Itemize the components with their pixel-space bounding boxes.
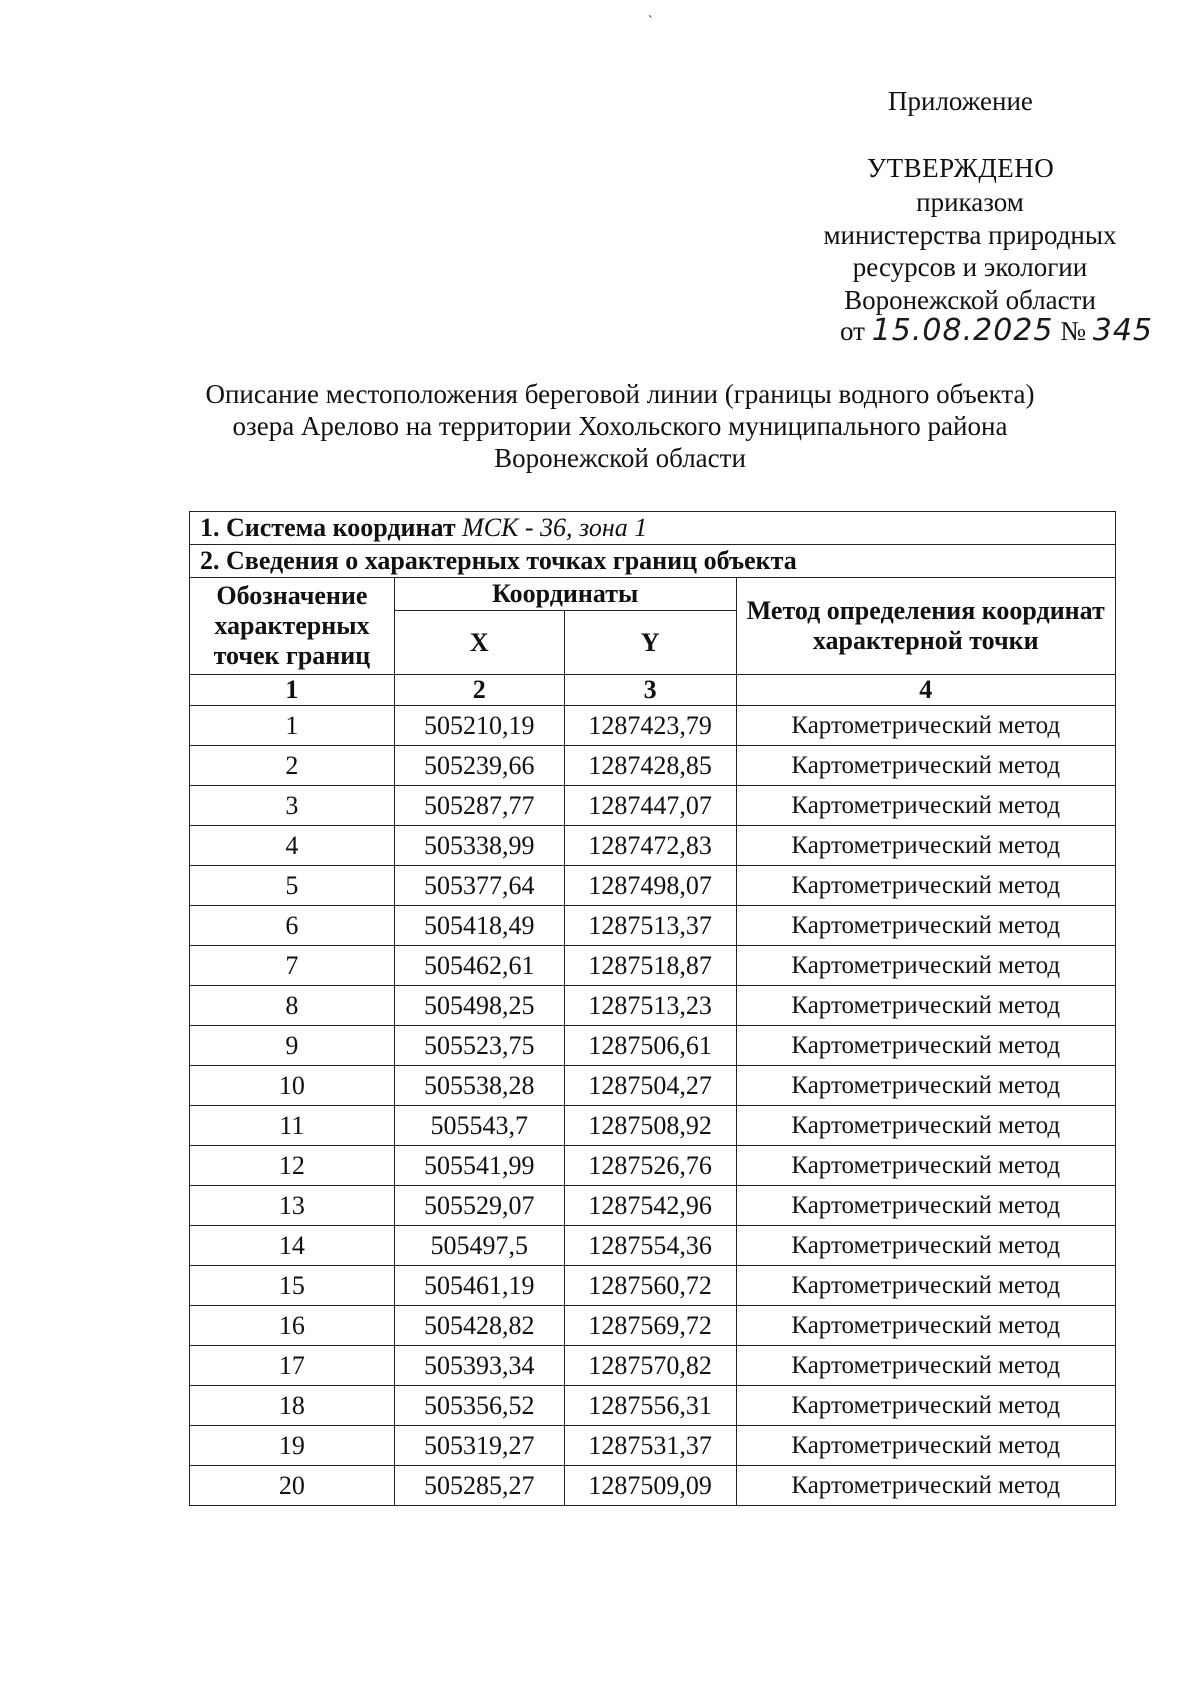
- coord-x-cell: 505523,75: [394, 1026, 564, 1066]
- method-cell: Картометрический метод: [736, 826, 1116, 866]
- date-prefix: от: [840, 316, 865, 346]
- table-row: [190, 1426, 1116, 1466]
- table-row: [190, 866, 1116, 906]
- point-number-cell: 8: [190, 986, 395, 1026]
- coord-x-cell: 505418,49: [394, 906, 564, 946]
- method-cell: Картометрический метод: [736, 1306, 1116, 1346]
- method-cell: Картометрический метод: [736, 906, 1116, 946]
- method-cell: Картометрический метод: [736, 1226, 1116, 1266]
- coord-system-label: 1. Система координат: [200, 513, 456, 542]
- table-row: [190, 1066, 1116, 1106]
- order-date-number: [840, 313, 1153, 348]
- col-index: 1: [190, 675, 395, 706]
- coord-x-cell: 505393,34: [394, 1346, 564, 1386]
- point-number-cell: 7: [190, 946, 395, 986]
- col-x-header: X: [394, 611, 564, 675]
- header-row: [190, 578, 1116, 611]
- col-method-header: Метод определения координат характерной точки: [736, 578, 1116, 675]
- coord-y-cell: 1287506,61: [564, 1026, 736, 1066]
- coord-x-cell: 505497,5: [394, 1226, 564, 1266]
- coord-y-cell: 1287570,82: [564, 1346, 736, 1386]
- point-number-cell: 9: [190, 1026, 395, 1066]
- table-row: [190, 1306, 1116, 1346]
- order-line: министерства природных: [823, 219, 1117, 250]
- coord-x-cell: 505356,52: [394, 1386, 564, 1426]
- coord-x-cell: 505287,77: [394, 786, 564, 826]
- method-cell: Картометрический метод: [736, 1186, 1116, 1226]
- coord-y-cell: 1287428,85: [564, 746, 736, 786]
- point-number-cell: 16: [190, 1306, 395, 1346]
- column-index-row: [190, 675, 1116, 706]
- point-number-cell: 4: [190, 826, 395, 866]
- coord-y-cell: 1287554,36: [564, 1226, 736, 1266]
- coord-x-cell: 505529,07: [394, 1186, 564, 1226]
- coord-x-cell: 505541,99: [394, 1146, 564, 1186]
- approved-label: УТВЕРЖДЕНО: [867, 153, 1055, 183]
- table-row: [190, 1466, 1116, 1506]
- col-index: 2: [394, 675, 564, 706]
- coord-y-cell: 1287423,79: [564, 706, 736, 746]
- point-number-cell: 19: [190, 1426, 395, 1466]
- coord-y-cell: 1287509,09: [564, 1466, 736, 1506]
- coord-x-cell: 505428,82: [394, 1306, 564, 1346]
- method-cell: Картометрический метод: [736, 1266, 1116, 1306]
- coord-x-cell: 505239,66: [394, 746, 564, 786]
- coord-x-cell: 505338,99: [394, 826, 564, 866]
- coordinates-table: [189, 511, 1116, 1506]
- method-cell: Картометрический метод: [736, 1026, 1116, 1066]
- point-number-cell: 15: [190, 1266, 395, 1306]
- method-cell: Картометрический метод: [736, 1106, 1116, 1146]
- coord-y-cell: 1287508,92: [564, 1106, 736, 1146]
- coord-system-value: МСК - 36, зона 1: [462, 513, 648, 542]
- order-info: [795, 186, 1145, 316]
- point-number-cell: 6: [190, 906, 395, 946]
- col-point-header: Обозначение характерных точек границ: [190, 578, 395, 675]
- table-row: [190, 1226, 1116, 1266]
- coord-x-cell: 505498,25: [394, 986, 564, 1026]
- appendix-label: Приложение: [888, 86, 1033, 116]
- point-number-cell: 20: [190, 1466, 395, 1506]
- point-number-cell: 11: [190, 1106, 395, 1146]
- order-number: 345: [1092, 313, 1154, 348]
- coord-y-cell: 1287526,76: [564, 1146, 736, 1186]
- coord-x-cell: 505377,64: [394, 866, 564, 906]
- point-number-cell: 13: [190, 1186, 395, 1226]
- point-number-cell: 1: [190, 706, 395, 746]
- order-line: Воронежской области: [844, 284, 1096, 315]
- document-title: [160, 378, 1080, 474]
- point-number-cell: 2: [190, 746, 395, 786]
- coord-y-cell: 1287569,72: [564, 1306, 736, 1346]
- method-cell: Картометрический метод: [736, 786, 1116, 826]
- method-cell: Картометрический метод: [736, 1346, 1116, 1386]
- coord-x-cell: 505462,61: [394, 946, 564, 986]
- order-line: приказом: [916, 187, 1024, 217]
- coord-y-cell: 1287513,37: [564, 906, 736, 946]
- method-cell: Картометрический метод: [736, 986, 1116, 1026]
- table-row: [190, 746, 1116, 786]
- coord-x-cell: 505538,28: [394, 1066, 564, 1106]
- coord-y-cell: 1287560,72: [564, 1266, 736, 1306]
- table-row: [190, 906, 1116, 946]
- point-number-cell: 12: [190, 1146, 395, 1186]
- method-cell: Картометрический метод: [736, 1146, 1116, 1186]
- point-number-cell: 17: [190, 1346, 395, 1386]
- point-number-cell: 10: [190, 1066, 395, 1106]
- point-number-cell: 3: [190, 786, 395, 826]
- coord-y-cell: 1287542,96: [564, 1186, 736, 1226]
- table-row: [190, 786, 1116, 826]
- coord-y-cell: 1287513,23: [564, 986, 736, 1026]
- table-row: [190, 1026, 1116, 1066]
- section-row: [190, 545, 1116, 578]
- coord-x-cell: 505285,27: [394, 1466, 564, 1506]
- table-row: [190, 1346, 1116, 1386]
- table-row: [190, 986, 1116, 1026]
- table-row: [190, 1386, 1116, 1426]
- coord-y-cell: 1287472,83: [564, 826, 736, 866]
- method-cell: Картометрический метод: [736, 866, 1116, 906]
- coord-x-cell: 505543,7: [394, 1106, 564, 1146]
- point-number-cell: 18: [190, 1386, 395, 1426]
- section-row: [190, 512, 1116, 545]
- coord-x-cell: 505210,19: [394, 706, 564, 746]
- table-row: [190, 706, 1116, 746]
- title-line: Описание местоположения береговой линии (границы водного объекта): [205, 379, 1035, 409]
- coord-system-cell: [190, 512, 1116, 545]
- col-index: 4: [736, 675, 1116, 706]
- number-prefix: №: [1060, 316, 1086, 346]
- method-cell: Картометрический метод: [736, 746, 1116, 786]
- table-row: [190, 826, 1116, 866]
- table-row: [190, 1186, 1116, 1226]
- col-coords-header: Координаты: [394, 578, 736, 611]
- method-cell: Картометрический метод: [736, 1066, 1116, 1106]
- coord-y-cell: 1287518,87: [564, 946, 736, 986]
- points-info-cell: 2. Сведения о характерных точках границ объекта: [190, 545, 1116, 578]
- point-number-cell: 5: [190, 866, 395, 906]
- coord-y-cell: 1287498,07: [564, 866, 736, 906]
- title-line: Воронежской области: [494, 443, 746, 473]
- title-line: озера Арелово на территории Хохольского муниципального района: [232, 411, 1008, 441]
- method-cell: Картометрический метод: [736, 1426, 1116, 1466]
- coord-x-cell: 505461,19: [394, 1266, 564, 1306]
- scan-speck: ˋ: [648, 14, 653, 29]
- coord-y-cell: 1287447,07: [564, 786, 736, 826]
- table-row: [190, 1266, 1116, 1306]
- coord-y-cell: 1287531,37: [564, 1426, 736, 1466]
- table-row: [190, 946, 1116, 986]
- method-cell: Картометрический метод: [736, 706, 1116, 746]
- coord-y-cell: 1287504,27: [564, 1066, 736, 1106]
- col-index: 3: [564, 675, 736, 706]
- table-row: [190, 1146, 1116, 1186]
- method-cell: Картометрический метод: [736, 1386, 1116, 1426]
- col-y-header: Y: [564, 611, 736, 675]
- coord-y-cell: 1287556,31: [564, 1386, 736, 1426]
- table-body: [190, 706, 1116, 1506]
- method-cell: Картометрический метод: [736, 946, 1116, 986]
- point-number-cell: 14: [190, 1226, 395, 1266]
- table-row: [190, 1106, 1116, 1146]
- method-cell: Картометрический метод: [736, 1466, 1116, 1506]
- order-line: ресурсов и экологии: [852, 252, 1088, 282]
- coord-x-cell: 505319,27: [394, 1426, 564, 1466]
- order-date: 15.08.2025: [871, 313, 1054, 348]
